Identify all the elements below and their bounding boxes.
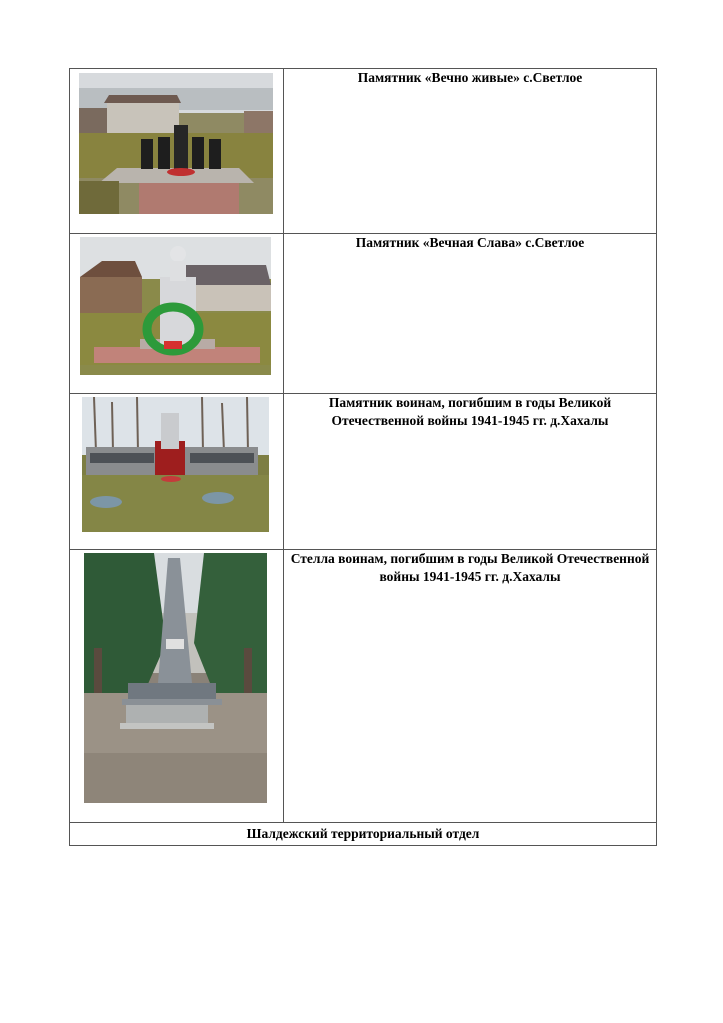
caption-cell: Памятник воинам, погибшим в годы Великой Отечественной войны 1941-1945 гг. д.Хахалы <box>284 394 657 550</box>
table-row <box>70 394 657 550</box>
monument-vechnaya-slava-photo <box>80 237 271 375</box>
section-heading: Шалдежский территориальный отдел <box>70 823 657 846</box>
monument-khakhaly-photo <box>82 397 269 532</box>
table-row <box>70 69 657 234</box>
photo-cell <box>70 69 284 234</box>
caption-cell: Памятник «Вечно живые» с.Светлое <box>284 69 657 234</box>
stele-khakhaly-photo <box>84 553 267 803</box>
photo-cell <box>70 550 284 823</box>
monument-vechno-zhivye-photo <box>79 73 273 214</box>
photo-cell <box>70 234 284 394</box>
monuments-table <box>69 68 657 846</box>
table-footer-row <box>70 823 657 846</box>
caption-cell: Стелла воинам, погибшим в годы Великой Отечественной войны 1941-1945 гг. д.Хахалы <box>284 550 657 823</box>
caption-cell: Памятник «Вечная Слава» с.Светлое <box>284 234 657 394</box>
photo-cell <box>70 394 284 550</box>
table-row <box>70 550 657 823</box>
table-row <box>70 234 657 394</box>
